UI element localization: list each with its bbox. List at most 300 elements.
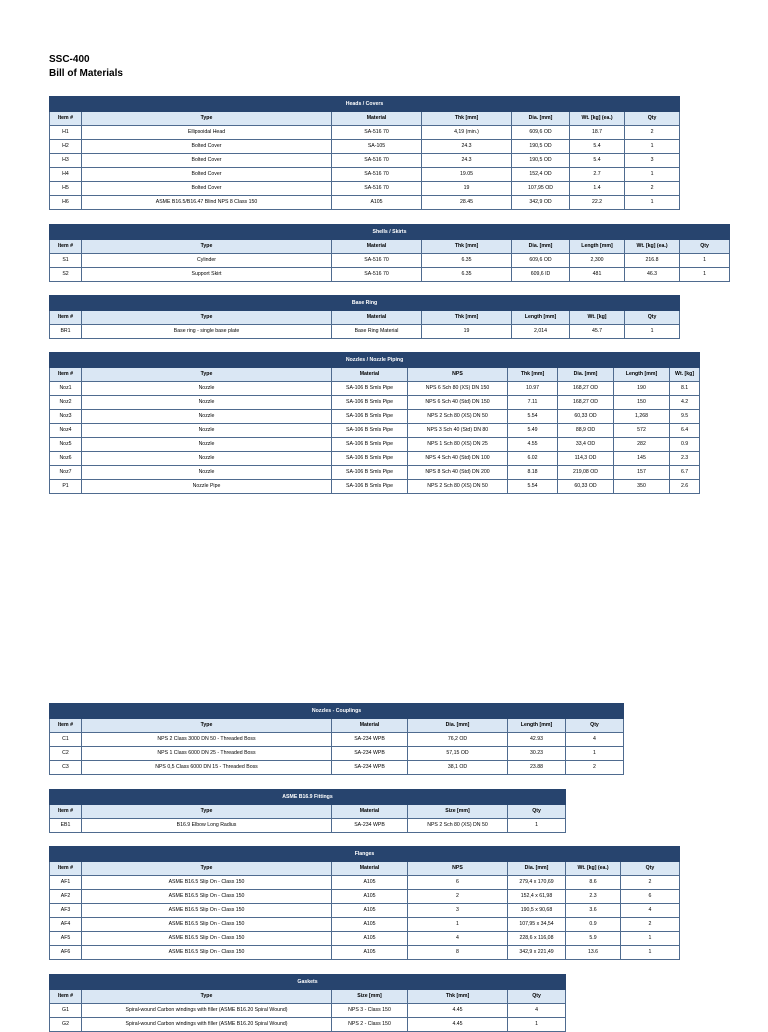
column-header: Size [mm] [408, 805, 508, 819]
table-cell: SA-106 B Smls Pipe [332, 466, 408, 480]
table-cell: 2 [621, 918, 680, 932]
table-flanges [49, 846, 680, 960]
table-cell: 24.3 [422, 140, 512, 154]
table-cell: 5.54 [508, 480, 558, 494]
table-cell: H2 [50, 140, 82, 154]
table-cell: 19 [422, 325, 512, 339]
table-cell: Noz3 [50, 410, 82, 424]
column-header: Item # [50, 805, 82, 819]
table-row [50, 932, 680, 946]
column-header: Qty [621, 862, 680, 876]
table-row [50, 761, 624, 775]
table-cell: 114,3 OD [558, 452, 614, 466]
table-shells [49, 224, 730, 282]
table-cell: NPS 8 Sch 40 (Std) DN 200 [408, 466, 508, 480]
table-cell: 145 [614, 452, 670, 466]
table-cell: Noz4 [50, 424, 82, 438]
table-cell: 4.2 [670, 396, 700, 410]
table-cell: Nozzle [82, 438, 332, 452]
table-cell: NPS 2 Class 3000 DN 50 - Threaded Boss [82, 733, 332, 747]
table-cell: Spiral-wound Carbon windings with filler (ASME B16.20 Spiral Wound) [82, 1004, 332, 1018]
table-cell: H3 [50, 154, 82, 168]
table-cell: 1 [625, 325, 680, 339]
table-row [50, 325, 680, 339]
column-header: Dia. [mm] [508, 862, 566, 876]
table-cell: A105 [332, 932, 408, 946]
table-cell: 19.05 [422, 168, 512, 182]
table-cell: Bolted Cover [82, 168, 332, 182]
column-header: NPS [408, 862, 508, 876]
table-row [50, 182, 680, 196]
table-cell: Noz7 [50, 466, 82, 480]
table-row [50, 819, 566, 833]
header-row [50, 990, 566, 1004]
column-header: Wt. [kg] (ea.) [570, 112, 625, 126]
table-cell: SA-234 WPB [332, 819, 408, 833]
column-header: Item # [50, 240, 82, 254]
table-row [50, 904, 680, 918]
table-cell: ASME B16.5 Slip On - Class 150 [82, 876, 332, 890]
table-cell: 22.2 [570, 196, 625, 210]
table-cell: S1 [50, 254, 82, 268]
table-cell: NPS 3 Sch 40 (Std) DN 80 [408, 424, 508, 438]
column-header: Item # [50, 311, 82, 325]
section-title: Nozzles / Nozzle Piping [50, 353, 700, 368]
column-header: Item # [50, 112, 82, 126]
table-cell: 3.6 [566, 904, 621, 918]
table-cell: 42.93 [508, 733, 566, 747]
table-cell: C1 [50, 733, 82, 747]
column-header: Wt. [kg] (ea.) [625, 240, 680, 254]
table-row [50, 890, 680, 904]
table-cell: A105 [332, 946, 408, 960]
table-cell: NPS 2 Sch 80 (XS) DN 50 [408, 410, 508, 424]
table-cell: 30.23 [508, 747, 566, 761]
table-cell: 609,6 OD [512, 126, 570, 140]
table-cell: 1 [621, 946, 680, 960]
section-title: Gaskets [50, 975, 566, 990]
column-header: Material [332, 240, 422, 254]
column-header: Material [332, 805, 408, 819]
table-cell: SA-106 B Smls Pipe [332, 480, 408, 494]
table-cell: SA-234 WPB [332, 747, 408, 761]
table-cell: 152,4 OD [512, 168, 570, 182]
table-cell: A105 [332, 890, 408, 904]
column-header: Wt. [kg] [570, 311, 625, 325]
table-row [50, 268, 730, 282]
table-cell: 8.18 [508, 466, 558, 480]
table-cell: 23.88 [508, 761, 566, 775]
table-cell: 107,95 OD [512, 182, 570, 196]
table-cell: 28.45 [422, 196, 512, 210]
section-title: Nozzles - Couplings [50, 704, 624, 719]
table-cell: Bolted Cover [82, 140, 332, 154]
column-header: Qty [625, 311, 680, 325]
table-cell: AF3 [50, 904, 82, 918]
column-header: Thk [mm] [422, 240, 512, 254]
table-cell: Ellipsoidal Head [82, 126, 332, 140]
table-cell: Nozzle [82, 424, 332, 438]
table-cell: 19 [422, 182, 512, 196]
table-cell: Base ring - single base plate [82, 325, 332, 339]
table-cell: 5.4 [570, 154, 625, 168]
table-cell: ASME B16.5 Slip On - Class 150 [82, 890, 332, 904]
table-cell: 7.11 [508, 396, 558, 410]
table-cell: SA-516 70 [332, 254, 422, 268]
table-cell: EB1 [50, 819, 82, 833]
table-cell: ASME B16.5 Slip On - Class 150 [82, 932, 332, 946]
table-cell: SA-106 B Smls Pipe [332, 438, 408, 452]
table-cell: Spiral-wound Carbon windings with filler (ASME B16.20 Spiral Wound) [82, 1018, 332, 1032]
table-cell: 2.3 [566, 890, 621, 904]
table-cell: SA-516 70 [332, 268, 422, 282]
table-cell: 4 [508, 1004, 566, 1018]
table-cell: G2 [50, 1018, 82, 1032]
table-cell: S2 [50, 268, 82, 282]
table-cell: 8.1 [670, 382, 700, 396]
header-row [50, 862, 680, 876]
column-header: Type [82, 112, 332, 126]
section-title: Flanges [50, 847, 680, 862]
table-cell: AF6 [50, 946, 82, 960]
document-title: SSC-400 [49, 54, 90, 65]
table-row [50, 747, 624, 761]
table-cell: Nozzle [82, 466, 332, 480]
table-cell: 4 [408, 932, 508, 946]
table-cell: NPS 6 Sch 40 (Std) DN 150 [408, 396, 508, 410]
table-cell: C3 [50, 761, 82, 775]
table-cell: 157 [614, 466, 670, 480]
column-header: Type [82, 368, 332, 382]
column-header: Type [82, 862, 332, 876]
table-row [50, 126, 680, 140]
table-cell: 2 [408, 890, 508, 904]
column-header: Qty [625, 112, 680, 126]
table-cell: 88,9 OD [558, 424, 614, 438]
table-cell: SA-105 [332, 140, 422, 154]
table-cell: 33,4 OD [558, 438, 614, 452]
table-cell: 4 [621, 904, 680, 918]
table-cell: 2.3 [670, 452, 700, 466]
table-cell: 342,9 OD [512, 196, 570, 210]
column-header: Length [mm] [570, 240, 625, 254]
table-cell: 1,268 [614, 410, 670, 424]
table-cell: 190,5 OD [512, 154, 570, 168]
table-cell: 6.4 [670, 424, 700, 438]
header-row [50, 240, 730, 254]
table-row [50, 1018, 566, 1032]
column-header: Length [mm] [508, 719, 566, 733]
table-cell: AF1 [50, 876, 82, 890]
table-cell: G1 [50, 1004, 82, 1018]
table-cell: 6.35 [422, 268, 512, 282]
table-gaskets [49, 974, 566, 1032]
table-cell: 4.45 [408, 1004, 508, 1018]
table-row [50, 1004, 566, 1018]
table-cell: 609,6 OD [512, 254, 570, 268]
table-row [50, 452, 700, 466]
table-row [50, 140, 680, 154]
table-cell: SA-106 B Smls Pipe [332, 424, 408, 438]
header-row [50, 112, 680, 126]
table-cell: Base Ring Material [332, 325, 422, 339]
table-cell: 2 [621, 876, 680, 890]
table-row [50, 918, 680, 932]
column-header: Dia. [mm] [558, 368, 614, 382]
table-cell: SA-234 WPB [332, 761, 408, 775]
table-cell: Noz1 [50, 382, 82, 396]
table-cell: Cylinder [82, 254, 332, 268]
table-cell: 342,9 x 221,49 [508, 946, 566, 960]
table-cell: 10.97 [508, 382, 558, 396]
table-cell: 152,4 x 61,98 [508, 890, 566, 904]
table-cell: 60,33 OD [558, 480, 614, 494]
table-cell: ASME B16.5 Slip On - Class 150 [82, 904, 332, 918]
table-cell: 1 [408, 918, 508, 932]
section-title: Heads / Covers [50, 97, 680, 112]
table-cell: 60,33 OD [558, 410, 614, 424]
table-cell: NPS 2 Sch 80 (XS) DN 50 [408, 480, 508, 494]
section-title: ASME B16.9 Fittings [50, 790, 566, 805]
table-row [50, 480, 700, 494]
table-row [50, 382, 700, 396]
table-cell: 57,15 OD [408, 747, 508, 761]
table-cell: A105 [332, 918, 408, 932]
table-heads [49, 96, 680, 210]
table-cell: 1 [566, 747, 624, 761]
column-header: Type [82, 990, 332, 1004]
table-cell: NPS 4 Sch 40 (Std) DN 100 [408, 452, 508, 466]
table-cell: NPS 2 - Class 150 [332, 1018, 408, 1032]
table-cell: AF4 [50, 918, 82, 932]
table-cell: NPS 6 Sch 80 (XS) DN 150 [408, 382, 508, 396]
table-row [50, 410, 700, 424]
table-cell: 5.54 [508, 410, 558, 424]
table-cell: ASME B16.5 Slip On - Class 150 [82, 918, 332, 932]
table-cell: 45.7 [570, 325, 625, 339]
table-cell: 107,95 x 34,54 [508, 918, 566, 932]
table-cell: 24.3 [422, 154, 512, 168]
table-nozzles [49, 352, 700, 494]
table-cell: 190,5 OD [512, 140, 570, 154]
table-cell: SA-516 70 [332, 154, 422, 168]
column-header: Size [mm] [332, 990, 408, 1004]
column-header: Item # [50, 368, 82, 382]
table-row [50, 168, 680, 182]
table-cell: Nozzle Pipe [82, 480, 332, 494]
column-header: Type [82, 805, 332, 819]
section-title: Base Ring [50, 296, 680, 311]
table-cell: NPS 1 Class 6000 DN 25 - Threaded Boss [82, 747, 332, 761]
column-header: Length [mm] [512, 311, 570, 325]
header-row [50, 311, 680, 325]
table-row [50, 438, 700, 452]
table-cell: 2 [625, 126, 680, 140]
table-cell: 8.6 [566, 876, 621, 890]
column-header: Qty [508, 990, 566, 1004]
table-cell: 46.3 [625, 268, 680, 282]
column-header: Wt. [kg] [670, 368, 700, 382]
table-cell: 190 [614, 382, 670, 396]
table-cell: P1 [50, 480, 82, 494]
table-cell: 1.4 [570, 182, 625, 196]
table-row [50, 733, 624, 747]
table-cell: H4 [50, 168, 82, 182]
table-cell: Bolted Cover [82, 154, 332, 168]
table-cell: SA-516 70 [332, 168, 422, 182]
column-header: Thk [mm] [508, 368, 558, 382]
table-row [50, 396, 700, 410]
table-cell: SA-106 B Smls Pipe [332, 382, 408, 396]
table-cell: 2 [625, 182, 680, 196]
table-cell: AF2 [50, 890, 82, 904]
table-cell: 9.5 [670, 410, 700, 424]
table-fittings [49, 789, 566, 833]
table-cell: 6.35 [422, 254, 512, 268]
table-cell: 2,014 [512, 325, 570, 339]
table-base [49, 295, 680, 339]
column-header: Material [332, 862, 408, 876]
table-cell: SA-106 B Smls Pipe [332, 410, 408, 424]
table-row [50, 466, 700, 480]
column-header: Item # [50, 990, 82, 1004]
column-header: Material [332, 112, 422, 126]
column-header: Material [332, 719, 408, 733]
table-cell: Nozzle [82, 410, 332, 424]
table-cell: 481 [570, 268, 625, 282]
table-cell: 5.49 [508, 424, 558, 438]
table-cell: 279,4 x 170,69 [508, 876, 566, 890]
table-cell: 6.7 [670, 466, 700, 480]
table-cell: H5 [50, 182, 82, 196]
table-cell: 219,08 OD [558, 466, 614, 480]
table-cell: 228,6 x 116,08 [508, 932, 566, 946]
table-cell: 1 [680, 254, 730, 268]
column-header: Item # [50, 862, 82, 876]
column-header: Dia. [mm] [512, 112, 570, 126]
table-cell: 1 [625, 168, 680, 182]
table-row [50, 154, 680, 168]
column-header: Thk [mm] [408, 990, 508, 1004]
column-header: Item # [50, 719, 82, 733]
table-cell: SA-516 70 [332, 182, 422, 196]
table-cell: AF5 [50, 932, 82, 946]
table-cell: 4,19 (min.) [422, 126, 512, 140]
column-header: NPS [408, 368, 508, 382]
table-cell: 216.8 [625, 254, 680, 268]
table-cell: NPS 3 - Class 150 [332, 1004, 408, 1018]
column-header: Dia. [mm] [408, 719, 508, 733]
table-cell: 2 [566, 761, 624, 775]
table-cell: NPS 0,5 Class 6000 DN 15 - Threaded Boss [82, 761, 332, 775]
column-header: Qty [508, 805, 566, 819]
table-cell: 76,2 OD [408, 733, 508, 747]
table-row [50, 196, 680, 210]
table-cell: Noz2 [50, 396, 82, 410]
table-row [50, 254, 730, 268]
table-cell: C2 [50, 747, 82, 761]
table-cell: 8 [408, 946, 508, 960]
table-cell: B16.9 Elbow Long Radius [82, 819, 332, 833]
table-cell: 3 [625, 154, 680, 168]
table-cell: 1 [625, 196, 680, 210]
table-cell: 168,27 OD [558, 396, 614, 410]
table-cell: Nozzle [82, 396, 332, 410]
table-cell: 1 [508, 1018, 566, 1032]
table-cell: 1 [508, 819, 566, 833]
table-cell: 6 [408, 876, 508, 890]
table-cell: SA-106 B Smls Pipe [332, 452, 408, 466]
table-cell: 1 [680, 268, 730, 282]
table-cell: NPS 2 Sch 80 (XS) DN 50 [408, 819, 508, 833]
column-header: Thk [mm] [422, 112, 512, 126]
column-header: Wt. [kg] (ea.) [566, 862, 621, 876]
column-header: Dia. [mm] [512, 240, 570, 254]
table-cell: 0.9 [670, 438, 700, 452]
column-header: Type [82, 240, 332, 254]
table-row [50, 946, 680, 960]
table-cell: H1 [50, 126, 82, 140]
table-cell: BR1 [50, 325, 82, 339]
column-header: Type [82, 719, 332, 733]
table-cell: 2.7 [570, 168, 625, 182]
table-cell: Noz5 [50, 438, 82, 452]
table-cell: NPS 1 Sch 80 (XS) DN 25 [408, 438, 508, 452]
table-cell: A105 [332, 196, 422, 210]
table-cell: Support Skirt [82, 268, 332, 282]
table-cell: ASME B16.5/B16.47 Blind NPS 8 Class 150 [82, 196, 332, 210]
header-row [50, 719, 624, 733]
table-cell: SA-234 WPB [332, 733, 408, 747]
document-subtitle: Bill of Materials [49, 68, 123, 79]
header-row [50, 805, 566, 819]
table-cell: 282 [614, 438, 670, 452]
table-cell: 4.55 [508, 438, 558, 452]
table-cell: 5.4 [570, 140, 625, 154]
table-cell: SA-516 70 [332, 126, 422, 140]
column-header: Type [82, 311, 332, 325]
table-cell: 4 [566, 733, 624, 747]
table-cell: 1 [621, 932, 680, 946]
table-cell: 6 [621, 890, 680, 904]
table-couplings [49, 703, 624, 775]
column-header: Material [332, 311, 422, 325]
table-cell: 0.9 [566, 918, 621, 932]
table-cell: Bolted Cover [82, 182, 332, 196]
column-header: Material [332, 368, 408, 382]
table-cell: 3 [408, 904, 508, 918]
table-row [50, 876, 680, 890]
column-header: Length [mm] [614, 368, 670, 382]
table-cell: 190,5 x 90,68 [508, 904, 566, 918]
table-cell: 4.45 [408, 1018, 508, 1032]
table-cell: 6.02 [508, 452, 558, 466]
table-cell: Nozzle [82, 382, 332, 396]
table-cell: 168,27 OD [558, 382, 614, 396]
header-row [50, 368, 700, 382]
table-cell: 1 [625, 140, 680, 154]
table-row [50, 424, 700, 438]
table-cell: 150 [614, 396, 670, 410]
table-cell: ASME B16.5 Slip On - Class 150 [82, 946, 332, 960]
column-header: Thk [mm] [422, 311, 512, 325]
column-header: Qty [680, 240, 730, 254]
table-cell: H6 [50, 196, 82, 210]
table-cell: 5.9 [566, 932, 621, 946]
table-cell: 350 [614, 480, 670, 494]
table-cell: SA-106 B Smls Pipe [332, 396, 408, 410]
table-cell: 572 [614, 424, 670, 438]
